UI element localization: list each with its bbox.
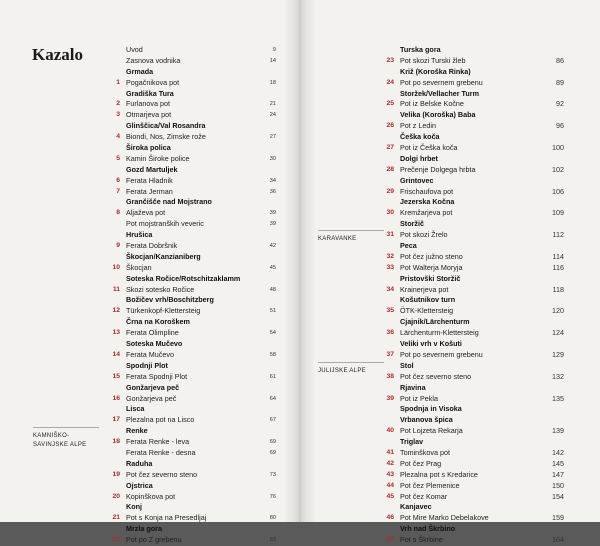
toc-entry — [378, 230, 564, 241]
page-number: 118 — [552, 284, 564, 294]
toc-entry — [104, 448, 276, 459]
page-number: 86 — [556, 55, 564, 65]
toc-group-heading — [378, 415, 564, 426]
page-number: 147 — [552, 469, 564, 479]
toc-group-heading — [378, 404, 564, 415]
entry-title: Furlanova pot — [126, 99, 170, 109]
page-number: 164 — [552, 535, 564, 545]
entry-title: ÖTK-Klettersteig — [400, 306, 454, 316]
entry-title: Veliki vrh v Košuti — [400, 339, 462, 349]
page-number: 106 — [552, 186, 564, 196]
toc-entry — [378, 459, 564, 470]
route-number: 32 — [386, 252, 394, 260]
page-number: 9 — [272, 47, 276, 53]
toc-entry — [104, 263, 276, 274]
page-number: 154 — [552, 491, 564, 501]
entry-title: Pot iz Češka koča — [400, 143, 458, 153]
entry-title: Pot po Z grebenu — [126, 535, 182, 545]
toc-group-heading — [378, 437, 564, 448]
route-number: 14 — [112, 350, 120, 358]
toc-entry — [104, 535, 276, 546]
toc-group-heading — [378, 524, 564, 535]
toc-entry — [378, 328, 564, 339]
entry-title: Ojstrica — [126, 480, 153, 490]
route-number: 40 — [386, 427, 394, 435]
region-line: KAMNIŠKO- — [33, 433, 70, 439]
toc-entry — [104, 306, 276, 317]
entry-title: Cjajnik/Lärchenturm — [400, 317, 470, 327]
entry-title: Pot po severnem grebenu — [400, 349, 483, 359]
toc-entry — [104, 372, 276, 383]
entry-title: Ferata Olimpline — [126, 328, 179, 338]
entry-title: Vrbanova špica — [400, 415, 453, 425]
toc-group-heading — [104, 67, 276, 78]
page-number: 159 — [552, 513, 564, 523]
region-line: KARAVANKE — [318, 236, 357, 242]
toc-entry — [104, 415, 276, 426]
toc-entry — [378, 394, 564, 405]
toc-entry — [104, 78, 276, 89]
toc-group-heading — [104, 197, 276, 208]
route-number: 41 — [386, 448, 394, 456]
entry-title: Grintovec — [400, 175, 434, 185]
page-number: 114 — [552, 251, 564, 261]
toc-entry — [104, 394, 276, 405]
toc-entry — [104, 187, 276, 198]
toc-entry — [104, 99, 276, 110]
entry-title: Gonžarjeva peč — [126, 382, 180, 392]
entry-title: Škocjan/Kanzianiberg — [126, 251, 201, 261]
entry-title: Prečenje Dolgega hrbta — [400, 164, 476, 174]
route-number: 22 — [112, 536, 120, 544]
page-number: 92 — [556, 99, 564, 109]
entry-title: Črna na Koroškem — [126, 317, 190, 327]
toc-group-heading — [378, 197, 564, 208]
toc-entry — [378, 306, 564, 317]
page-number: 54 — [269, 330, 276, 337]
toc-entry — [104, 285, 276, 296]
route-number: 30 — [386, 209, 394, 217]
page-number: 89 — [556, 77, 564, 87]
entry-title: Grmada — [126, 66, 154, 76]
region-line: SAVINJSKE ALPE — [33, 442, 87, 448]
page-number: 135 — [552, 393, 564, 403]
toc-entry — [378, 121, 564, 132]
page-number: 42 — [269, 243, 276, 250]
entry-title: Aljaževa pot — [126, 208, 166, 218]
toc-entry — [104, 45, 276, 56]
route-number: 8 — [116, 209, 120, 217]
route-number: 29 — [386, 187, 394, 195]
page-number: 109 — [552, 208, 564, 218]
route-number: 18 — [112, 438, 120, 446]
toc-group-heading — [104, 165, 276, 176]
page-number: 39 — [269, 221, 276, 228]
page-number: 21 — [269, 101, 276, 108]
toc-entry — [378, 99, 564, 110]
toc-entry — [378, 187, 564, 198]
entry-title: Košutnikov turn — [400, 295, 456, 305]
toc-column-right — [378, 45, 564, 546]
route-number: 10 — [112, 263, 120, 271]
page-number: 34 — [269, 177, 276, 184]
page-number: 116 — [552, 262, 564, 272]
route-number: 16 — [112, 394, 120, 402]
entry-title: Krainerjeva pot — [400, 284, 449, 294]
entry-title: Pot z Ledin — [400, 121, 436, 131]
route-number: 4 — [116, 133, 120, 141]
toc-group-heading — [378, 132, 564, 143]
route-number: 3 — [116, 111, 120, 119]
entry-title: Hrušica — [126, 230, 153, 240]
entry-title: Soteska Ročice/Rotschitzaklamm — [126, 273, 241, 283]
toc-entry — [378, 350, 564, 361]
entry-title: Storžič — [400, 219, 424, 229]
page-number: 39 — [269, 210, 276, 217]
toc-entry — [378, 535, 564, 546]
toc-group-heading — [104, 317, 276, 328]
toc-entry — [378, 143, 564, 154]
toc-group-heading — [104, 426, 276, 437]
entry-title: Pot čez Prag — [400, 458, 442, 468]
entry-title: Soteska Mučevo — [126, 339, 183, 349]
entry-title: Pot Lojzeta Rekarja — [400, 426, 463, 436]
page-number: 124 — [552, 328, 564, 338]
page-number: 102 — [552, 164, 564, 174]
page-number: 129 — [552, 349, 564, 359]
toc-group-heading — [378, 45, 564, 56]
route-number: 5 — [116, 154, 120, 162]
page-number: 120 — [552, 306, 564, 316]
route-number: 1 — [116, 78, 120, 86]
page-number: 142 — [552, 447, 564, 457]
toc-group-heading — [104, 230, 276, 241]
toc-entry — [104, 219, 276, 230]
route-number: 12 — [112, 307, 120, 315]
page-title: Kazalo — [32, 45, 83, 64]
page-number: 96 — [556, 121, 564, 131]
toc-entry — [378, 252, 564, 263]
entry-title: Ferata Renke - desna — [126, 447, 196, 457]
entry-title: Kanjavec — [400, 502, 432, 512]
toc-entry — [378, 470, 564, 481]
entry-title: Glinščica/Val Rosandra — [126, 121, 206, 131]
route-number: 45 — [386, 492, 394, 500]
entry-title: Ferata Jerman — [126, 186, 173, 196]
toc-group-heading — [378, 89, 564, 100]
route-number: 39 — [386, 394, 394, 402]
entry-title: Pot skozi Turski žleb — [400, 55, 466, 65]
toc-group-heading — [378, 219, 564, 230]
toc-group-heading — [104, 339, 276, 350]
route-number: 2 — [116, 100, 120, 108]
toc-entry — [378, 481, 564, 492]
entry-title: Kamin Široke police — [126, 153, 190, 163]
entry-title: Pot iz Pekla — [400, 393, 438, 403]
route-number: 27 — [386, 144, 394, 152]
entry-title: Kopinškova pot — [126, 491, 176, 501]
entry-title: Pot Mire Marko Debelakove — [400, 513, 489, 523]
toc-group-heading — [104, 404, 276, 415]
route-number: 31 — [386, 231, 394, 239]
route-number: 43 — [386, 470, 394, 478]
entry-title: Pot mojstranških veveric — [126, 219, 204, 229]
route-number: 46 — [386, 514, 394, 522]
page-number: 30 — [269, 155, 276, 162]
page-number: 48 — [269, 286, 276, 293]
entry-title: Pot s Škrbine — [400, 535, 443, 545]
toc-group-heading — [104, 295, 276, 306]
entry-title: Frischaufova pot — [400, 186, 454, 196]
route-number: 17 — [112, 416, 120, 424]
entry-title: Pristovški Storžič — [400, 273, 461, 283]
entry-title: Dolgi hrbet — [400, 153, 438, 163]
region-label-kamnisko-savinjske — [33, 427, 99, 450]
entry-title: Križ (Koroška Rinka) — [400, 66, 471, 76]
entry-title: Jezerska Kočna — [400, 197, 455, 207]
toc-group-heading — [378, 274, 564, 285]
route-number: 15 — [112, 372, 120, 380]
toc-group-heading — [104, 121, 276, 132]
entry-title: Plezalna pot na Lisco — [126, 415, 195, 425]
toc-column-left — [104, 45, 276, 546]
entry-title: Mrzla gora — [126, 524, 162, 534]
toc-group-heading — [378, 241, 564, 252]
toc-group-heading — [104, 252, 276, 263]
route-number: 24 — [386, 78, 394, 86]
entry-title: Pot po severnem grebenu — [400, 77, 483, 87]
route-number: 37 — [386, 350, 394, 358]
route-number: 19 — [112, 470, 120, 478]
entry-title: Raduha — [126, 458, 153, 468]
toc-group-heading — [104, 383, 276, 394]
entry-title: Božičev vrh/Boschitzberg — [126, 295, 214, 305]
toc-entry — [104, 56, 276, 67]
page-number: 150 — [552, 480, 564, 490]
entry-title: Gonžarjeva peč — [126, 393, 177, 403]
route-number: 7 — [116, 187, 120, 195]
entry-title: Türkenkopf-Klettersteig — [126, 306, 201, 316]
toc-entry — [378, 165, 564, 176]
region-line: JULIJSKE ALPE — [318, 368, 366, 374]
entry-title: Ferata Mučevo — [126, 349, 174, 359]
toc-group-heading — [104, 143, 276, 154]
toc-group-heading — [104, 481, 276, 492]
page-number: 145 — [552, 458, 564, 468]
entry-title: Uvod — [126, 45, 143, 54]
entry-title: Kremžarjeva pot — [400, 208, 453, 218]
toc-entry — [104, 437, 276, 448]
toc-entry — [104, 513, 276, 524]
entry-title: Peca — [400, 241, 417, 251]
toc-group-heading — [378, 176, 564, 187]
toc-group-heading — [104, 459, 276, 470]
page-number: 76 — [269, 493, 276, 500]
page-number: 24 — [269, 112, 276, 119]
entry-title: Velika (Koroška) Baba — [400, 110, 476, 120]
page-number: 73 — [269, 471, 276, 478]
toc-group-heading — [378, 295, 564, 306]
toc-group-heading — [104, 89, 276, 100]
page-number: 80 — [269, 515, 276, 522]
route-number: 11 — [112, 285, 120, 293]
page-number: 67 — [269, 417, 276, 424]
toc-entry — [104, 132, 276, 143]
entry-title: Stol — [400, 360, 414, 370]
entry-title: Lärchenturm-Klettersteig — [400, 328, 479, 338]
toc-entry — [104, 241, 276, 252]
entry-title: Gradiška Tura — [126, 88, 174, 98]
page-number: 61 — [269, 373, 276, 380]
toc-entry — [104, 110, 276, 121]
toc-entry — [378, 285, 564, 296]
toc-group-heading — [378, 110, 564, 121]
entry-title: Pot čez južno steno — [400, 251, 463, 261]
toc-group-heading — [104, 524, 276, 535]
entry-title: Konj — [126, 502, 142, 512]
entry-title: Zasnova vodnika — [126, 55, 181, 65]
route-number: 47 — [386, 536, 394, 544]
entry-title: Renke — [126, 426, 148, 436]
route-number: 25 — [386, 100, 394, 108]
toc-entry — [378, 56, 564, 67]
entry-title: Pot čez Komar — [400, 491, 448, 501]
page-number: 64 — [269, 395, 276, 402]
entry-title: Ferata Hladnik — [126, 175, 173, 185]
entry-title: Češka koča — [400, 132, 440, 142]
toc-group-heading — [104, 274, 276, 285]
region-label-karavanke — [318, 230, 384, 244]
page-number: 45 — [269, 264, 276, 271]
page-number: 69 — [269, 439, 276, 446]
toc-entry — [378, 448, 564, 459]
entry-title: Spodnja in Visoka — [400, 404, 462, 414]
route-number: 28 — [386, 165, 394, 173]
page-number: 100 — [552, 143, 564, 153]
toc-group-heading — [378, 383, 564, 394]
toc-entry — [378, 263, 564, 274]
entry-title: Gozd Martuljek — [126, 164, 178, 174]
region-label-julijske-alpe — [318, 362, 384, 376]
entry-title: Pot čez severno steno — [126, 469, 198, 479]
toc-entry — [104, 492, 276, 503]
toc-entry — [104, 154, 276, 165]
entry-title: Široka polica — [126, 143, 171, 153]
page-number: 83 — [269, 537, 276, 544]
route-number: 38 — [386, 372, 394, 380]
toc-group-heading — [104, 502, 276, 513]
toc-group-heading — [378, 502, 564, 513]
toc-group-heading — [378, 339, 564, 350]
route-number: 35 — [386, 307, 394, 315]
page-number: 51 — [269, 308, 276, 315]
entry-title: Turska gora — [400, 45, 441, 54]
toc-group-heading — [378, 317, 564, 328]
toc-group-heading — [378, 154, 564, 165]
entry-title: Grančišče nad Mojstrano — [126, 197, 212, 207]
entry-title: Pot čez Plemenice — [400, 480, 460, 490]
page-number: 58 — [269, 351, 276, 358]
page-number: 112 — [552, 230, 564, 240]
entry-title: Pot čez severno steno — [400, 371, 472, 381]
entry-title: Tominškova pot — [400, 447, 450, 457]
toc-entry — [378, 78, 564, 89]
toc-entry — [378, 513, 564, 524]
entry-title: Otmarjeva pot — [126, 110, 172, 120]
entry-title: Pot Walterja Moryja — [400, 262, 463, 272]
entry-title: Skozi sotesko Ročice — [126, 284, 195, 294]
entry-title: Pogačnikova pot — [126, 77, 180, 87]
entry-title: Spodnji Plot — [126, 360, 168, 370]
route-number: 34 — [386, 285, 394, 293]
route-number: 36 — [386, 329, 394, 337]
entry-title: Ferata Dobršnik — [126, 241, 178, 251]
page-number: 27 — [269, 134, 276, 141]
toc-group-heading — [378, 67, 564, 78]
toc-entry — [378, 208, 564, 219]
entry-title: Pot iz Belske Kočne — [400, 99, 464, 109]
book-gutter — [284, 0, 316, 522]
entry-title: Rjavina — [400, 382, 426, 392]
toc-entry — [104, 470, 276, 481]
route-number: 23 — [386, 56, 394, 64]
toc-entry — [378, 426, 564, 437]
entry-title: Storžek/Vellacher Turm — [400, 88, 479, 98]
route-number: 33 — [386, 263, 394, 271]
entry-title: Lisca — [126, 404, 145, 414]
entry-title: Plezalna pot s Kredarice — [400, 469, 478, 479]
page-number: 14 — [269, 57, 276, 64]
route-number: 26 — [386, 122, 394, 130]
entry-title: Škocjan — [126, 262, 152, 272]
route-number: 13 — [112, 329, 120, 337]
route-number: 44 — [386, 481, 394, 489]
entry-title: Pot s Konja na Presedljaj — [126, 513, 207, 523]
route-number: 42 — [386, 459, 394, 467]
toc-entry — [104, 328, 276, 339]
entry-title: Triglav — [400, 437, 424, 447]
entry-title: Ferata Spodnji Plot — [126, 371, 188, 381]
route-number: 6 — [116, 176, 120, 184]
toc-entry — [378, 372, 564, 383]
entry-title: Pot skozi Žrelo — [400, 230, 448, 240]
entry-title: Ferata Renke - leva — [126, 437, 190, 447]
page-number: 18 — [269, 79, 276, 86]
page-number: 36 — [269, 188, 276, 195]
page-number: 69 — [269, 449, 276, 456]
toc-entry — [104, 350, 276, 361]
toc-entry — [378, 492, 564, 503]
route-number: 20 — [112, 492, 120, 500]
toc-group-heading — [104, 361, 276, 372]
entry-title: Vrh nad Škrbino — [400, 524, 456, 534]
route-number: 21 — [112, 514, 120, 522]
entry-title: Biondi, Nos, Zimske rože — [126, 132, 206, 142]
route-number: 9 — [116, 242, 120, 250]
toc-entry — [104, 208, 276, 219]
page-number: 139 — [552, 426, 564, 436]
toc-entry — [104, 176, 276, 187]
toc-group-heading — [378, 361, 564, 372]
page-number: 132 — [552, 371, 564, 381]
